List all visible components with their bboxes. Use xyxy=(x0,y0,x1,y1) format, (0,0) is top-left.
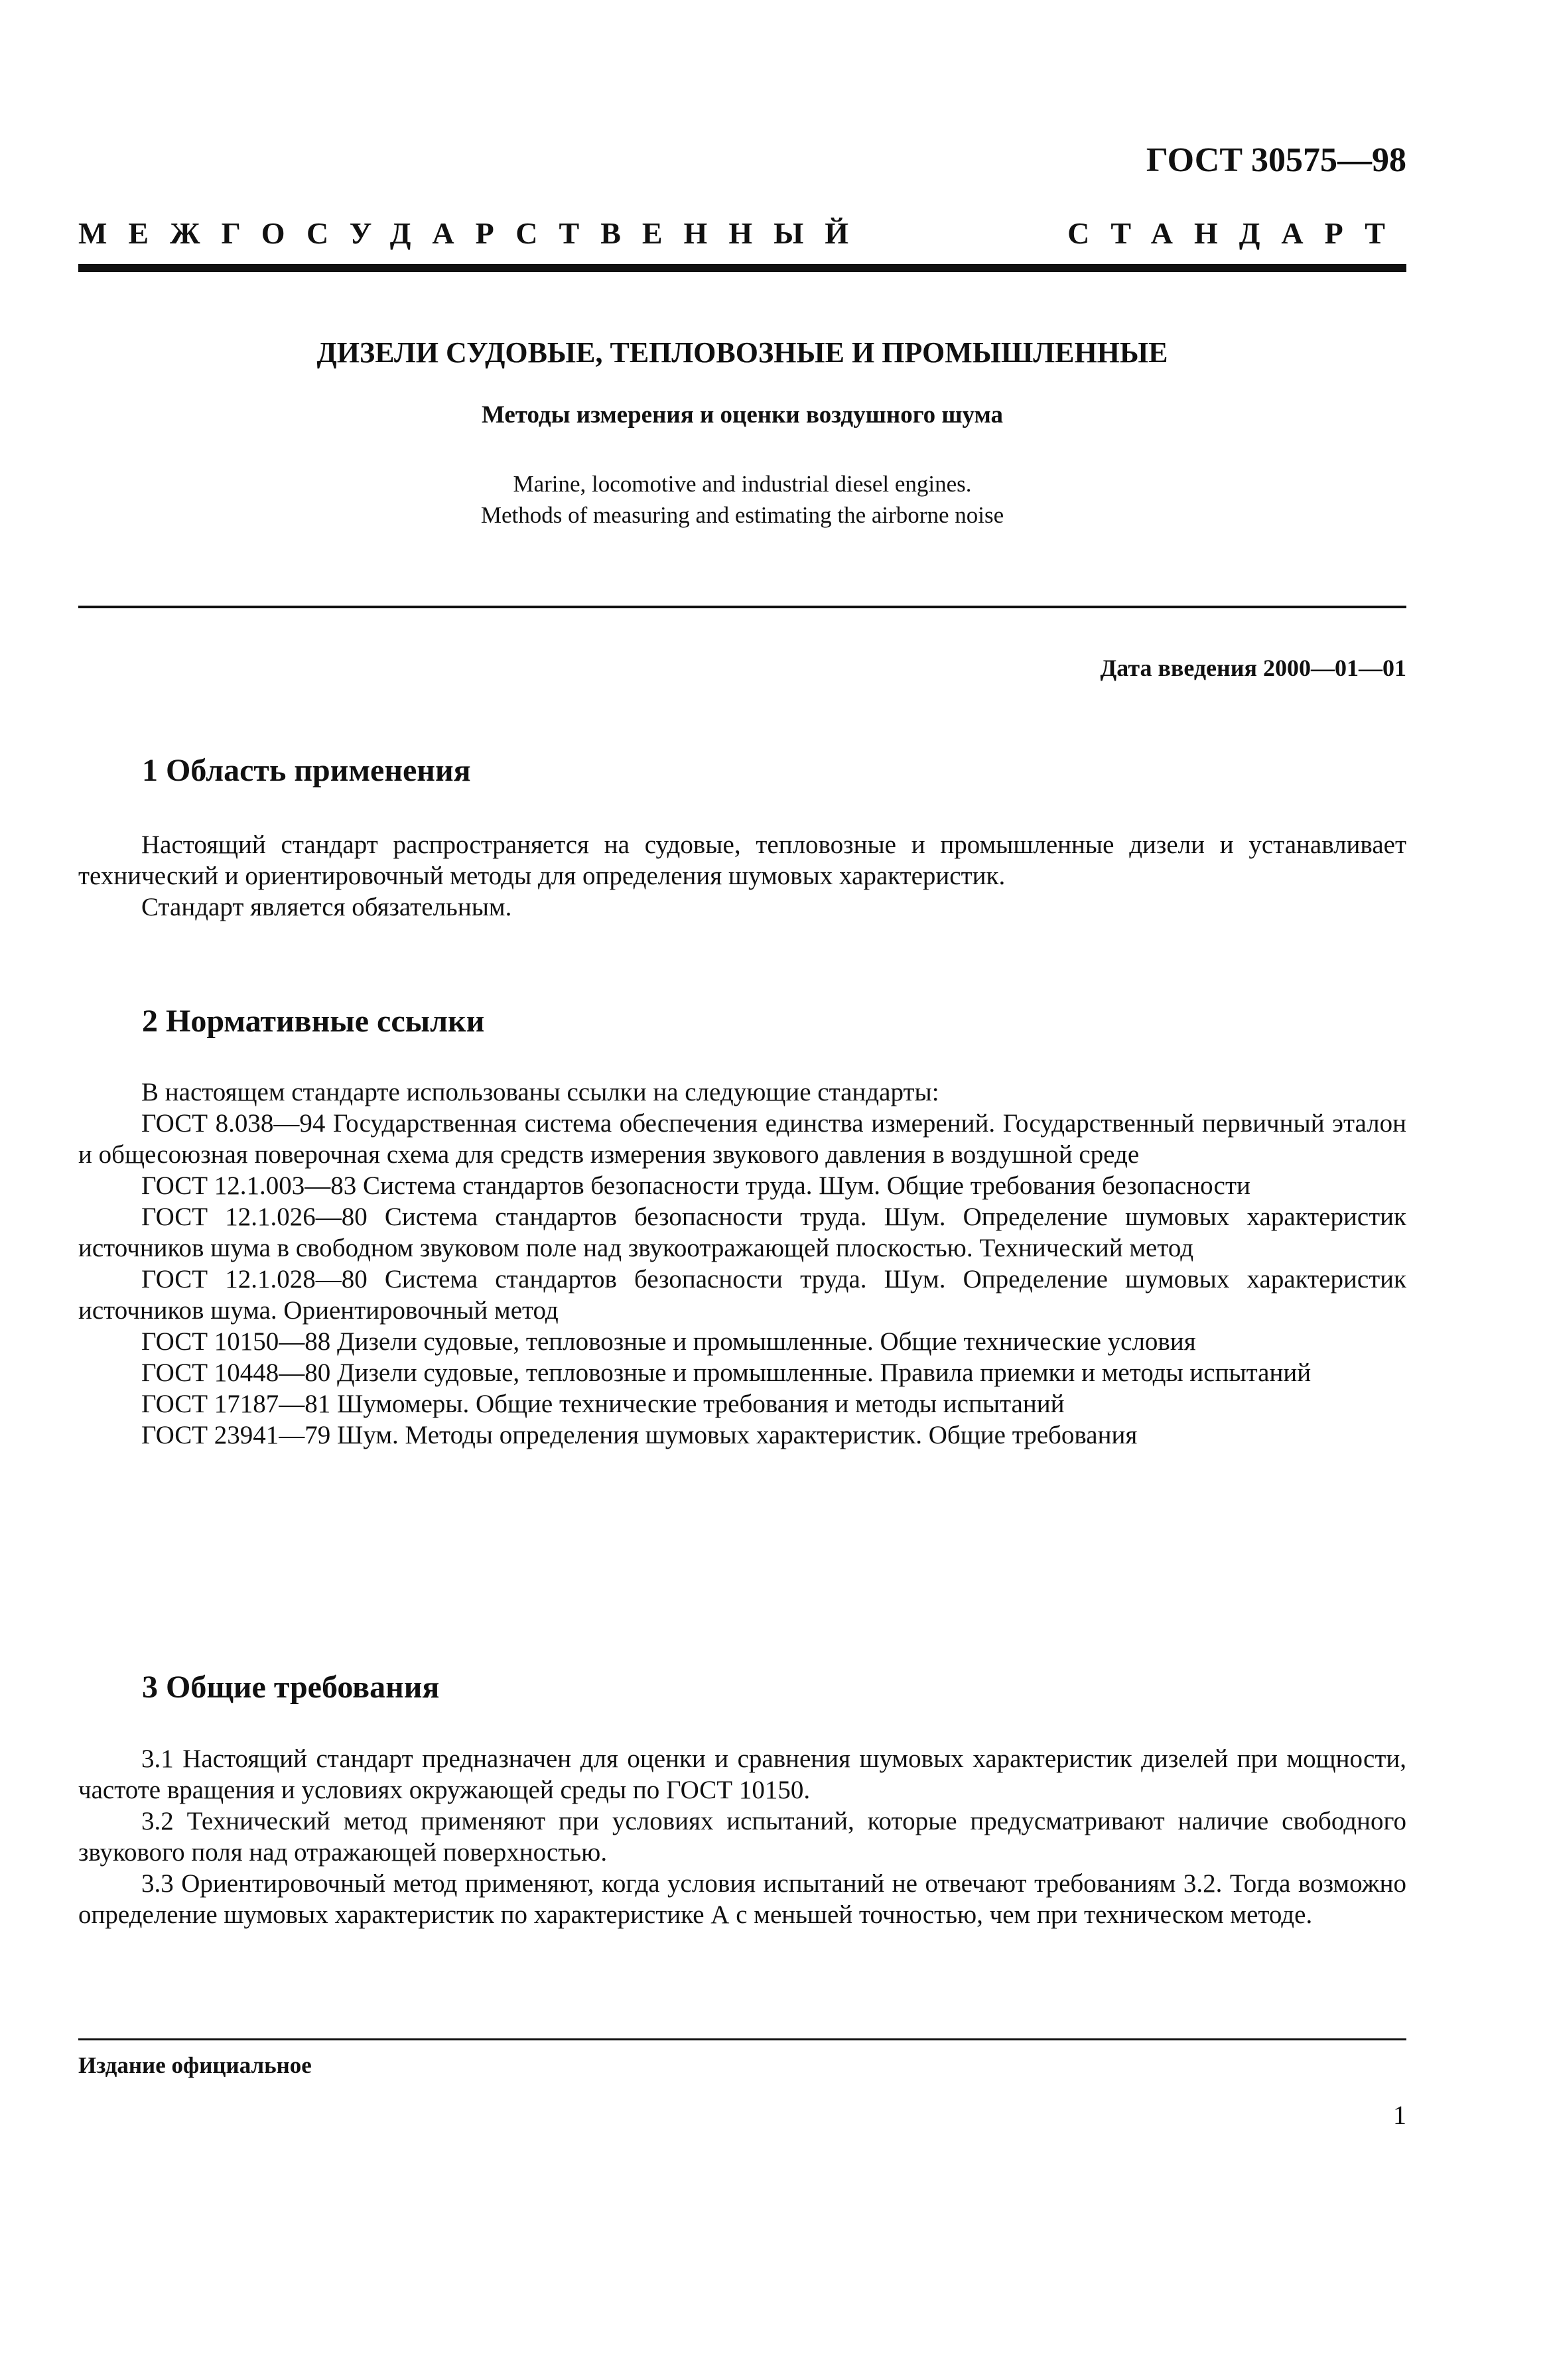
reference-item: ГОСТ 10448—80 Дизели судовые, тепловозные и промышленные. Правила приемки и методы испытаний xyxy=(141,1358,1312,1387)
clause-3-2: 3.2 Технический метод применяют при условиях испытаний, которые предусматривают наличие свободного звукового поля над отражающей поверхностью. xyxy=(78,1807,1406,1867)
clause-3-3: 3.3 Ориентировочный метод применяют, когда условия испытаний не отвечают требованиям 3.2. Тогда возможно определение шумовых характеристик по характеристике А с меньшей точностью, чем при техническом методе. xyxy=(78,1869,1406,1929)
reference-item: ГОСТ 23941—79 Шум. Методы определения шумовых характеристик. Общие требования xyxy=(141,1421,1138,1449)
section-3-heading: 3 Общие требования xyxy=(142,1670,440,1705)
section-1-paragraph-2: Стандарт является обязательным. xyxy=(141,893,512,921)
edition-label: Издание официальное xyxy=(78,2052,312,2078)
reference-item: ГОСТ 12.1.026—80 Система стандартов безопасности труда. Шум. Определение шумовых характеристик источников шума в свободном звуковом поле над звукоотражающей плоскостью. Технический метод xyxy=(78,1203,1406,1262)
title-rule xyxy=(78,606,1406,608)
reference-item: ГОСТ 10150—88 Дизели судовые, тепловозные и промышленные. Общие технические условия xyxy=(141,1327,1196,1356)
section-1-body xyxy=(78,829,1406,923)
header-rule xyxy=(78,264,1406,272)
banner-word-2: СТАНДАРТ xyxy=(1067,216,1406,250)
english-title xyxy=(78,468,1406,531)
english-title-line-2: Methods of measuring and estimating the airborne noise xyxy=(480,502,1004,528)
english-title-line-1: Marine, locomotive and industrial diesel engines. xyxy=(513,471,972,497)
clause-3-1: 3.1 Настоящий стандарт предназначен для оценки и сравнения шумовых характеристик дизелей при мощности, частоте вращения и условиях окружающей среды по ГОСТ 10150. xyxy=(78,1745,1406,1804)
standard-code: ГОСТ 30575—98 xyxy=(1146,141,1406,179)
section-1-heading: 1 Область применения xyxy=(142,753,471,788)
section-1-paragraph-1: Настоящий стандарт распространяется на судовые, тепловозные и промышленные дизели и устанавливает технический и ориентировочный методы для определения шумовых характеристик. xyxy=(78,830,1406,890)
banner-word-1: МЕЖГОСУДАРСТВЕННЫЙ xyxy=(78,216,870,250)
section-2-heading: 2 Нормативные ссылки xyxy=(142,1004,485,1039)
footer-rule xyxy=(78,2038,1406,2040)
document-title: ДИЗЕЛИ СУДОВЫЕ, ТЕПЛОВОЗНЫЕ И ПРОМЫШЛЕННЫЕ xyxy=(316,336,1168,369)
reference-list xyxy=(78,1108,1406,1451)
section-2-body xyxy=(78,1077,1406,1451)
page-number: 1 xyxy=(1393,2100,1406,2130)
section-3-body xyxy=(78,1743,1406,1930)
interstate-standard-banner xyxy=(78,216,1406,251)
section-2-intro: В настоящем стандарте использованы ссылки на следующие стандарты: xyxy=(141,1078,939,1106)
effective-date: Дата введения 2000—01—01 xyxy=(1100,655,1406,681)
reference-item: ГОСТ 17187—81 Шумомеры. Общие технические требования и методы испытаний xyxy=(141,1390,1065,1418)
reference-item: ГОСТ 8.038—94 Государственная система обеспечения единства измерений. Государственный первичный эталон и общесоюзная поверочная схема для средств измерения звукового давления в воздушной среде xyxy=(78,1109,1406,1169)
reference-item: ГОСТ 12.1.003—83 Система стандартов безопасности труда. Шум. Общие требования безопасности xyxy=(141,1171,1250,1200)
document-subtitle: Методы измерения и оценки воздушного шума xyxy=(481,401,1004,429)
reference-item: ГОСТ 12.1.028—80 Система стандартов безопасности труда. Шум. Определение шумовых характеристик источников шума. Ориентировочный метод xyxy=(78,1265,1406,1325)
